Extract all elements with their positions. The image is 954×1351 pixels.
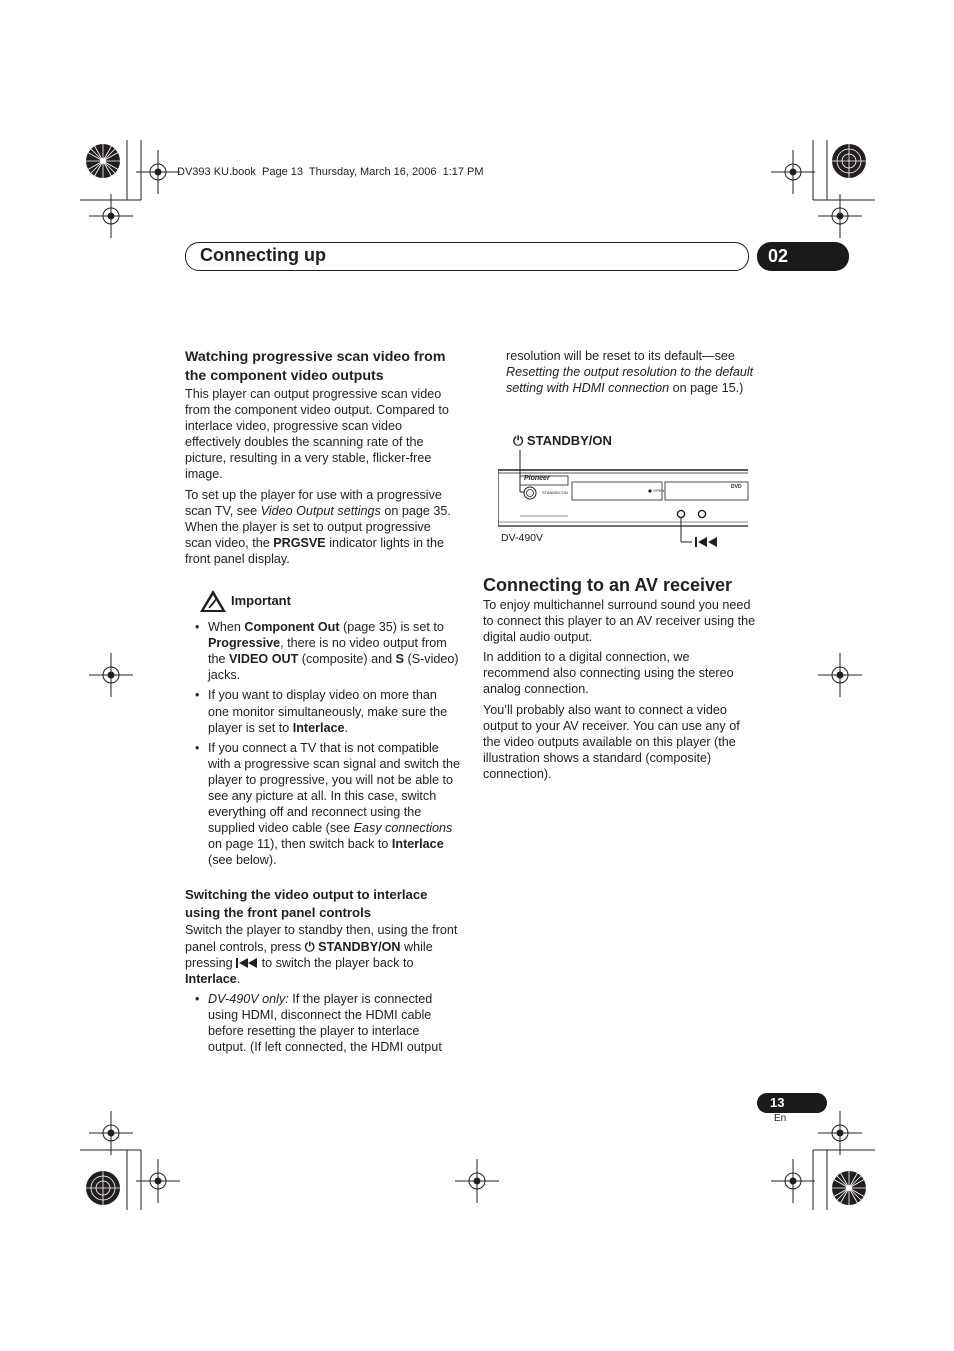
- paragraph-progressive-setup: To set up the player for use with a progressive scan TV, see Video Output settings on page 35. When the player is set to output progressive scan video, the PRGSVE indicator lights in the front panel display.: [185, 487, 451, 566]
- crop-mark-icon: [771, 1159, 815, 1203]
- crop-mark-icon: [89, 653, 133, 697]
- panel-standby-text: STANDBY/ON: [542, 490, 568, 495]
- registration-target-icon: [83, 141, 123, 181]
- crop-mark-icon: [136, 150, 180, 194]
- crop-mark-icon: [818, 1111, 862, 1155]
- chapter-number: 02: [768, 246, 789, 266]
- paragraph-progressive-intro: This player can output progressive scan video from the component video output. Compared to interlace video, progressive scan video effectively doubles the scanning rate of the picture, resulting in a very stable, flicker-free image.: [185, 387, 449, 482]
- page-number: 13: [770, 1095, 785, 1110]
- crop-mark-icon: [455, 1159, 499, 1203]
- paragraph-interlace: Switch the player to standby then, using the front panel controls, press ⏻ STANDBY/ON while pressing to switch the player back to Interlace.: [185, 923, 458, 986]
- important-bullet-1: • When Component Out (page 35) is set to Progressive, there is no video output from the VIDEO OUT (composite) and S (S-video) jacks.: [195, 620, 459, 683]
- registration-target-icon: [829, 141, 869, 181]
- skip-back-icon: [695, 537, 719, 547]
- section-heading-av-receiver: Connecting to an AV receiver: [483, 575, 733, 595]
- crop-mark-icon: [89, 194, 133, 238]
- registration-target-icon: [83, 1168, 123, 1208]
- paragraph-av-3: You’ll probably also want to connect a video output to your AV receiver. You can use any of the video outputs available on this player (the illustration shows a standard (composite) connection).: [483, 702, 740, 781]
- left-column: [185, 348, 460, 1055]
- power-icon: ⏻: [513, 433, 524, 448]
- figure-front-panel: [498, 430, 752, 550]
- important-box: [185, 593, 460, 615]
- panel-open-text: OPEN: [653, 488, 665, 493]
- crop-mark-icon: [136, 1159, 180, 1203]
- book-header-slug: DV393 KU.book Page 13 Thursday, March 16, 2006 1:17 PM: [177, 166, 484, 178]
- important-label: Important: [231, 593, 291, 609]
- important-bullet-3: • If you connect a TV that is not compatible with a progressive scan signal and switch the player to progressive, you will not be able to see any picture at all. In this case, switch everything off and reconnect using the supplied video cable (see Easy connections on page 11), then switch back to Interlace (see below).: [195, 740, 461, 868]
- registration-target-icon: [829, 1168, 869, 1208]
- paragraph-av-1: To enjoy multichannel surround sound you need to connect this player to an AV receiver using the digital audio output.: [483, 598, 756, 645]
- page-number-tab: [757, 1093, 827, 1113]
- crop-mark-icon: [89, 1111, 133, 1155]
- paragraph-continued: resolution will be reset to its default—see Resetting the output resolution to the default setting with HDMI connection on page 15.): [506, 349, 754, 396]
- paragraph-av-2: In addition to a digital connection, we recommend also connecting using the stereo analog connection.: [483, 650, 734, 697]
- figure-model-label: DV-490V: [501, 532, 544, 544]
- page-language: En: [774, 1113, 787, 1124]
- important-bullet-2: • If you want to display video on more than one monitor simultaneously, make sure the player is set to Interlace.: [195, 688, 448, 735]
- crop-mark-icon: [818, 653, 862, 697]
- section-heading-interlace: Switching the video output to interlace using the front panel controls: [185, 887, 428, 921]
- power-icon: ⏻: [304, 939, 315, 954]
- right-column-av: [483, 573, 757, 782]
- interlace-bullet-hdmi: • DV-490V only: If the player is connected using HDMI, disconnect the HDMI cable before resetting the player to interlace output. (If left connected, the HDMI output: [195, 991, 442, 1055]
- crop-mark-icon: [818, 194, 862, 238]
- right-column-continued: [506, 348, 758, 396]
- skip-back-icon: [236, 958, 258, 968]
- section-heading-progressive: Watching progressive scan video from the component video outputs: [185, 349, 446, 384]
- figure-standby-label: ⏻ STANDBY/ON: [513, 433, 612, 448]
- panel-logo-text: Pioneer: [524, 475, 550, 482]
- panel-disc-logo: DVD: [731, 484, 742, 490]
- chapter-title: Connecting up: [200, 245, 326, 265]
- warning-icon: [199, 589, 227, 613]
- crop-mark-icon: [771, 150, 815, 194]
